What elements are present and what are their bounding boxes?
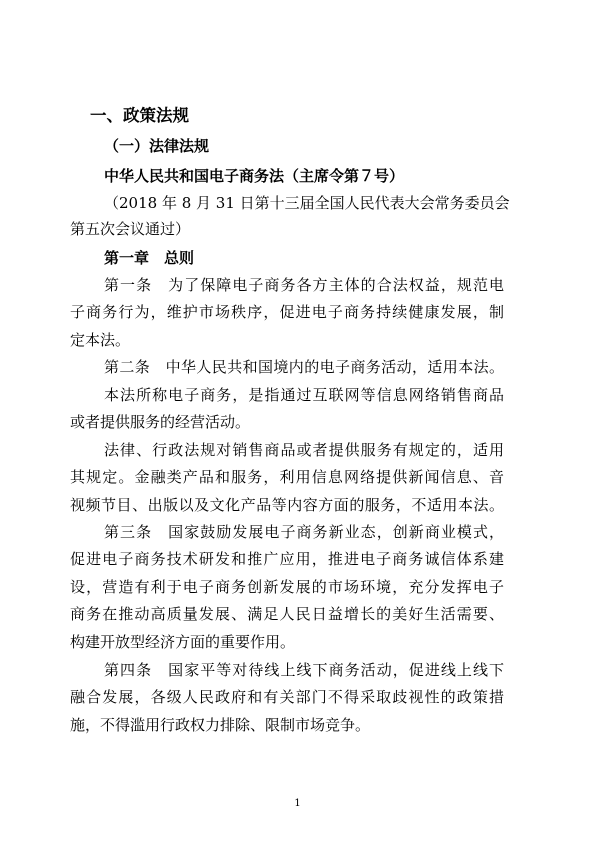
article-1-line-2: 子商务行为，维护市场秩序，促进电子商务持续健康发展，制 bbox=[70, 303, 504, 321]
subsection-heading: （一）法律法规 bbox=[104, 137, 210, 155]
adoption-note-line-2: 第五次会议通过） bbox=[70, 220, 191, 238]
article-3-line-3: 设，营造有利于电子商务创新发展的市场环境，充分发挥电子 bbox=[70, 578, 504, 596]
exclusion-line-3: 视频节目、出版以及文化产品等内容方面的服务，不适用本法。 bbox=[70, 496, 504, 514]
article-3-line-1: 第三条 国家鼓励发展电子商务新业态，创新商业模式， bbox=[104, 523, 504, 541]
page-number: 1 bbox=[294, 798, 301, 809]
chapter-heading: 第一章 总则 bbox=[104, 249, 195, 267]
definition-line-1: 本法所称电子商务，是指通过互联网等信息网络销售商品 bbox=[104, 386, 504, 404]
adoption-note-line-1: （2018 年 8 月 31 日第十三届全国人民代表大会常务委员会 bbox=[104, 194, 510, 212]
article-2-line-1: 第二条 中华人民共和国境内的电子商务活动，适用本法。 bbox=[104, 358, 504, 376]
definition-line-2: 或者提供服务的经营活动。 bbox=[70, 413, 251, 431]
article-3-line-5: 构建开放型经济方面的重要作用。 bbox=[70, 633, 296, 651]
article-1-line-3: 定本法。 bbox=[70, 331, 131, 349]
section-heading: 一、政策法规 bbox=[90, 106, 189, 125]
article-1-line-1: 第一条 为了保障电子商务各方主体的合法权益，规范电 bbox=[104, 276, 504, 294]
article-4-line-2: 融合发展，各级人民政府和有关部门不得采取歧视性的政策措 bbox=[70, 688, 504, 706]
law-title: 中华人民共和国电子商务法（主席令第７号） bbox=[104, 167, 405, 185]
article-3-line-4: 商务在推动高质量发展、满足人民日益增长的美好生活需要、 bbox=[70, 605, 504, 623]
exclusion-line-2: 其规定。金融类产品和服务，利用信息网络提供新闻信息、音 bbox=[70, 468, 504, 486]
article-4-line-3: 施，不得滥用行政权力排除、限制市场竞争。 bbox=[70, 716, 371, 734]
article-4-line-1: 第四条 国家平等对待线上线下商务活动，促进线上线下 bbox=[104, 661, 504, 679]
exclusion-line-1: 法律、行政法规对销售商品或者提供服务有规定的，适用 bbox=[104, 441, 504, 459]
article-3-line-2: 促进电子商务技术研发和推广应用，推进电子商务诚信体系建 bbox=[70, 550, 504, 568]
